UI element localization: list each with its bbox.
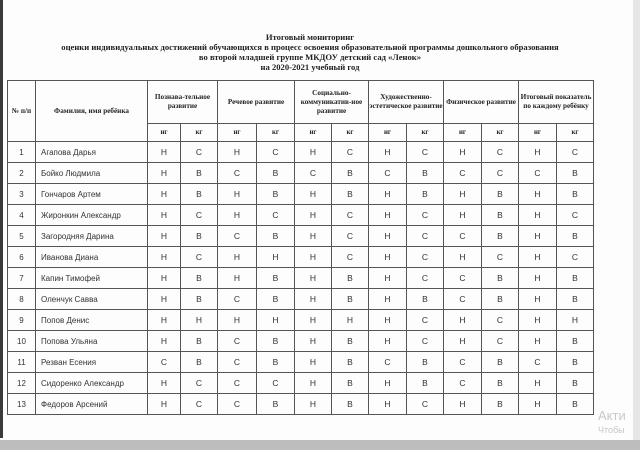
level-cell: В <box>257 163 295 184</box>
level-cell: С <box>181 373 218 394</box>
level-cell: Н <box>444 310 482 331</box>
level-cell: Н <box>519 205 557 226</box>
level-cell: В <box>332 352 369 373</box>
level-cell: Н <box>148 289 181 310</box>
level-cell: В <box>557 163 594 184</box>
table-row <box>8 331 594 352</box>
level-cell: С <box>369 163 407 184</box>
level-cell: В <box>181 289 218 310</box>
level-cell: Н <box>444 205 482 226</box>
level-cell: С <box>257 142 295 163</box>
level-cell: Н <box>295 310 332 331</box>
level-cell: С <box>218 226 257 247</box>
level-cell: В <box>557 352 594 373</box>
level-cell: В <box>332 268 369 289</box>
level-cell: В <box>257 184 295 205</box>
level-cell: Н <box>148 205 181 226</box>
level-cell: С <box>444 226 482 247</box>
level-cell: Н <box>369 184 407 205</box>
level-cell: Н <box>295 289 332 310</box>
table-row <box>8 247 594 268</box>
table-row <box>8 184 594 205</box>
level-cell: Н <box>369 289 407 310</box>
level-cell: В <box>557 394 594 415</box>
table-row <box>8 205 594 226</box>
level-cell: С <box>444 289 482 310</box>
child-name: Сидоренко Александр <box>36 373 148 394</box>
level-cell: Н <box>519 142 557 163</box>
table-row <box>8 226 594 247</box>
level-cell: Н <box>148 268 181 289</box>
level-cell: В <box>407 163 444 184</box>
child-name: Агапова Дарья <box>36 142 148 163</box>
level-cell: Н <box>519 268 557 289</box>
level-cell: С <box>444 163 482 184</box>
child-name: Попова Ульяна <box>36 331 148 352</box>
level-cell: С <box>181 247 218 268</box>
subheader-kg: кг <box>557 124 594 142</box>
level-cell: В <box>257 268 295 289</box>
table-row <box>8 268 594 289</box>
child-name: Федоров Арсений <box>36 394 148 415</box>
level-cell: В <box>482 352 519 373</box>
level-cell: Н <box>519 184 557 205</box>
table-row <box>8 310 594 331</box>
level-cell: В <box>332 289 369 310</box>
child-name: Резван Есения <box>36 352 148 373</box>
level-cell: Н <box>295 247 332 268</box>
child-name: Бойко Людмила <box>36 163 148 184</box>
level-cell: В <box>332 184 369 205</box>
level-cell: С <box>407 205 444 226</box>
level-cell: Н <box>444 247 482 268</box>
level-cell: В <box>482 394 519 415</box>
monitoring-table <box>7 80 594 415</box>
level-cell: Н <box>257 247 295 268</box>
level-cell: С <box>218 373 257 394</box>
level-cell: С <box>407 247 444 268</box>
level-cell: С <box>218 352 257 373</box>
level-cell: С <box>332 226 369 247</box>
level-cell: В <box>181 352 218 373</box>
level-cell: С <box>407 394 444 415</box>
level-cell: В <box>557 268 594 289</box>
level-cell: Н <box>369 394 407 415</box>
subheader-kg: кг <box>482 124 519 142</box>
level-cell: Н <box>557 310 594 331</box>
level-cell: В <box>257 394 295 415</box>
level-cell: С <box>519 352 557 373</box>
level-cell: В <box>407 352 444 373</box>
row-number: 1 <box>8 142 36 163</box>
level-cell: Н <box>218 268 257 289</box>
level-cell: Н <box>519 373 557 394</box>
level-cell: Н <box>444 142 482 163</box>
subheader-ng: нг <box>295 124 332 142</box>
level-cell: Н <box>519 394 557 415</box>
table-row <box>8 142 594 163</box>
level-cell: Н <box>218 310 257 331</box>
level-cell: С <box>557 205 594 226</box>
row-number: 12 <box>8 373 36 394</box>
level-cell: Н <box>519 310 557 331</box>
level-cell: С <box>444 268 482 289</box>
level-cell: Н <box>519 331 557 352</box>
level-cell: С <box>482 142 519 163</box>
child-name: Капин Тимофей <box>36 268 148 289</box>
level-cell: В <box>332 331 369 352</box>
level-cell: Н <box>519 226 557 247</box>
row-number: 2 <box>8 163 36 184</box>
header-social: Социально-коммуникатив-ное развитие <box>295 81 369 124</box>
activation-line-2: Чтобы <box>598 425 625 435</box>
child-name: Иванова Диана <box>36 247 148 268</box>
level-cell: С <box>218 394 257 415</box>
level-cell: С <box>482 331 519 352</box>
level-cell: В <box>257 352 295 373</box>
title-line-1: Итоговый мониторинг <box>265 32 355 42</box>
level-cell: С <box>482 247 519 268</box>
level-cell: Н <box>148 331 181 352</box>
level-cell: В <box>482 373 519 394</box>
level-cell: Н <box>295 352 332 373</box>
subheader-kg: кг <box>332 124 369 142</box>
subheader-ng: нг <box>148 124 181 142</box>
level-cell: В <box>181 331 218 352</box>
level-cell: В <box>482 226 519 247</box>
level-cell: Н <box>369 373 407 394</box>
row-number: 8 <box>8 289 36 310</box>
level-cell: С <box>257 205 295 226</box>
table-row <box>8 289 594 310</box>
level-cell: Н <box>519 247 557 268</box>
level-cell: Н <box>295 142 332 163</box>
level-cell: С <box>181 394 218 415</box>
level-cell: С <box>519 163 557 184</box>
level-cell: В <box>482 184 519 205</box>
document-title-block <box>0 32 620 72</box>
title-line-4: на 2020-2021 учебный год <box>260 62 360 72</box>
level-cell: Н <box>444 394 482 415</box>
level-cell: Н <box>369 310 407 331</box>
header-num: № п/п <box>8 81 36 142</box>
level-cell: Н <box>295 184 332 205</box>
level-cell: С <box>482 310 519 331</box>
level-cell: С <box>369 352 407 373</box>
level-cell: В <box>257 331 295 352</box>
level-cell: Н <box>148 373 181 394</box>
level-cell: В <box>407 373 444 394</box>
level-cell: В <box>332 394 369 415</box>
level-cell: В <box>557 226 594 247</box>
level-cell: Н <box>148 310 181 331</box>
level-cell: Н <box>369 331 407 352</box>
level-cell: С <box>407 268 444 289</box>
level-cell: С <box>332 142 369 163</box>
level-cell: С <box>181 205 218 226</box>
level-cell: Н <box>369 268 407 289</box>
level-cell: В <box>482 268 519 289</box>
level-cell: Н <box>295 394 332 415</box>
level-cell: С <box>218 331 257 352</box>
activation-line-1: Акти <box>598 408 626 423</box>
level-cell: Н <box>148 163 181 184</box>
child-name: Загородняя Дарина <box>36 226 148 247</box>
level-cell: Н <box>148 142 181 163</box>
level-cell: С <box>218 289 257 310</box>
level-cell: Н <box>257 310 295 331</box>
level-cell: В <box>257 226 295 247</box>
child-name: Попов Денис <box>36 310 148 331</box>
level-cell: В <box>181 184 218 205</box>
level-cell: С <box>332 247 369 268</box>
level-cell: Н <box>218 142 257 163</box>
level-cell: С <box>444 352 482 373</box>
level-cell: В <box>332 373 369 394</box>
child-name: Гончаров Артем <box>36 184 148 205</box>
level-cell: Н <box>295 331 332 352</box>
level-cell: С <box>295 163 332 184</box>
level-cell: С <box>444 373 482 394</box>
level-cell: С <box>557 247 594 268</box>
level-cell: В <box>407 184 444 205</box>
level-cell: С <box>257 373 295 394</box>
header-artistic: Художественно-эстетическое развитие <box>369 81 444 124</box>
table-row <box>8 352 594 373</box>
level-cell: Н <box>369 247 407 268</box>
header-name: Фамилия, имя ребёнка <box>36 81 148 142</box>
level-cell: Н <box>218 247 257 268</box>
window-bottom-bar <box>0 440 640 450</box>
child-name: Оленчук Савва <box>36 289 148 310</box>
header-cognitive: Познава-тельное развитие <box>148 81 218 124</box>
row-number: 5 <box>8 226 36 247</box>
level-cell: С <box>407 226 444 247</box>
level-cell: Н <box>148 247 181 268</box>
table-row <box>8 163 594 184</box>
level-cell: С <box>482 163 519 184</box>
title-line-3: во второй младшей группе МКДОУ детский сад «Ленок» <box>198 52 422 62</box>
row-number: 9 <box>8 310 36 331</box>
level-cell: С <box>407 142 444 163</box>
level-cell: Н <box>369 226 407 247</box>
level-cell: Н <box>218 205 257 226</box>
subheader-kg: кг <box>257 124 295 142</box>
row-number: 3 <box>8 184 36 205</box>
level-cell: Н <box>519 289 557 310</box>
level-cell: В <box>482 289 519 310</box>
level-cell: В <box>181 226 218 247</box>
level-cell: Н <box>218 184 257 205</box>
level-cell: Н <box>444 331 482 352</box>
header-total: Итоговый показатель по каждому ребёнку <box>519 81 594 124</box>
level-cell: С <box>407 331 444 352</box>
level-cell: В <box>557 373 594 394</box>
title-line-2: оценки индивидуальных достижений обучающихся в процесс освоения образовательной программы дошкольного образования <box>61 42 559 52</box>
level-cell: Н <box>148 226 181 247</box>
row-number: 11 <box>8 352 36 373</box>
level-cell: В <box>332 163 369 184</box>
level-cell: В <box>257 289 295 310</box>
level-cell: С <box>181 142 218 163</box>
level-cell: С <box>218 163 257 184</box>
subheader-ng: нг <box>519 124 557 142</box>
level-cell: С <box>557 142 594 163</box>
child-name: Жиронкин Александр <box>36 205 148 226</box>
level-cell: В <box>181 268 218 289</box>
level-cell: С <box>407 310 444 331</box>
row-number: 10 <box>8 331 36 352</box>
level-cell: Н <box>295 205 332 226</box>
level-cell: В <box>407 289 444 310</box>
level-cell: С <box>148 352 181 373</box>
header-physical: Физическое развитие <box>444 81 519 124</box>
header-speech: Речевое развитие <box>218 81 295 124</box>
level-cell: Н <box>295 268 332 289</box>
level-cell: В <box>482 205 519 226</box>
table-row <box>8 394 594 415</box>
level-cell: Н <box>369 205 407 226</box>
row-number: 6 <box>8 247 36 268</box>
level-cell: Н <box>369 142 407 163</box>
table-row <box>8 373 594 394</box>
level-cell: В <box>557 331 594 352</box>
window-right-strip <box>633 0 640 450</box>
row-number: 4 <box>8 205 36 226</box>
level-cell: Н <box>148 394 181 415</box>
level-cell: В <box>557 184 594 205</box>
level-cell: Н <box>295 373 332 394</box>
level-cell: В <box>181 163 218 184</box>
row-number: 13 <box>8 394 36 415</box>
row-number: 7 <box>8 268 36 289</box>
subheader-ng: нг <box>218 124 257 142</box>
windows-activation-watermark <box>598 408 626 437</box>
level-cell: С <box>332 205 369 226</box>
level-cell: Н <box>444 184 482 205</box>
level-cell: Н <box>332 310 369 331</box>
subheader-ng: нг <box>444 124 482 142</box>
level-cell: В <box>557 289 594 310</box>
subheader-kg: кг <box>181 124 218 142</box>
level-cell: Н <box>181 310 218 331</box>
subheader-ng: нг <box>369 124 407 142</box>
subheader-kg: кг <box>407 124 444 142</box>
level-cell: Н <box>295 226 332 247</box>
level-cell: Н <box>148 184 181 205</box>
